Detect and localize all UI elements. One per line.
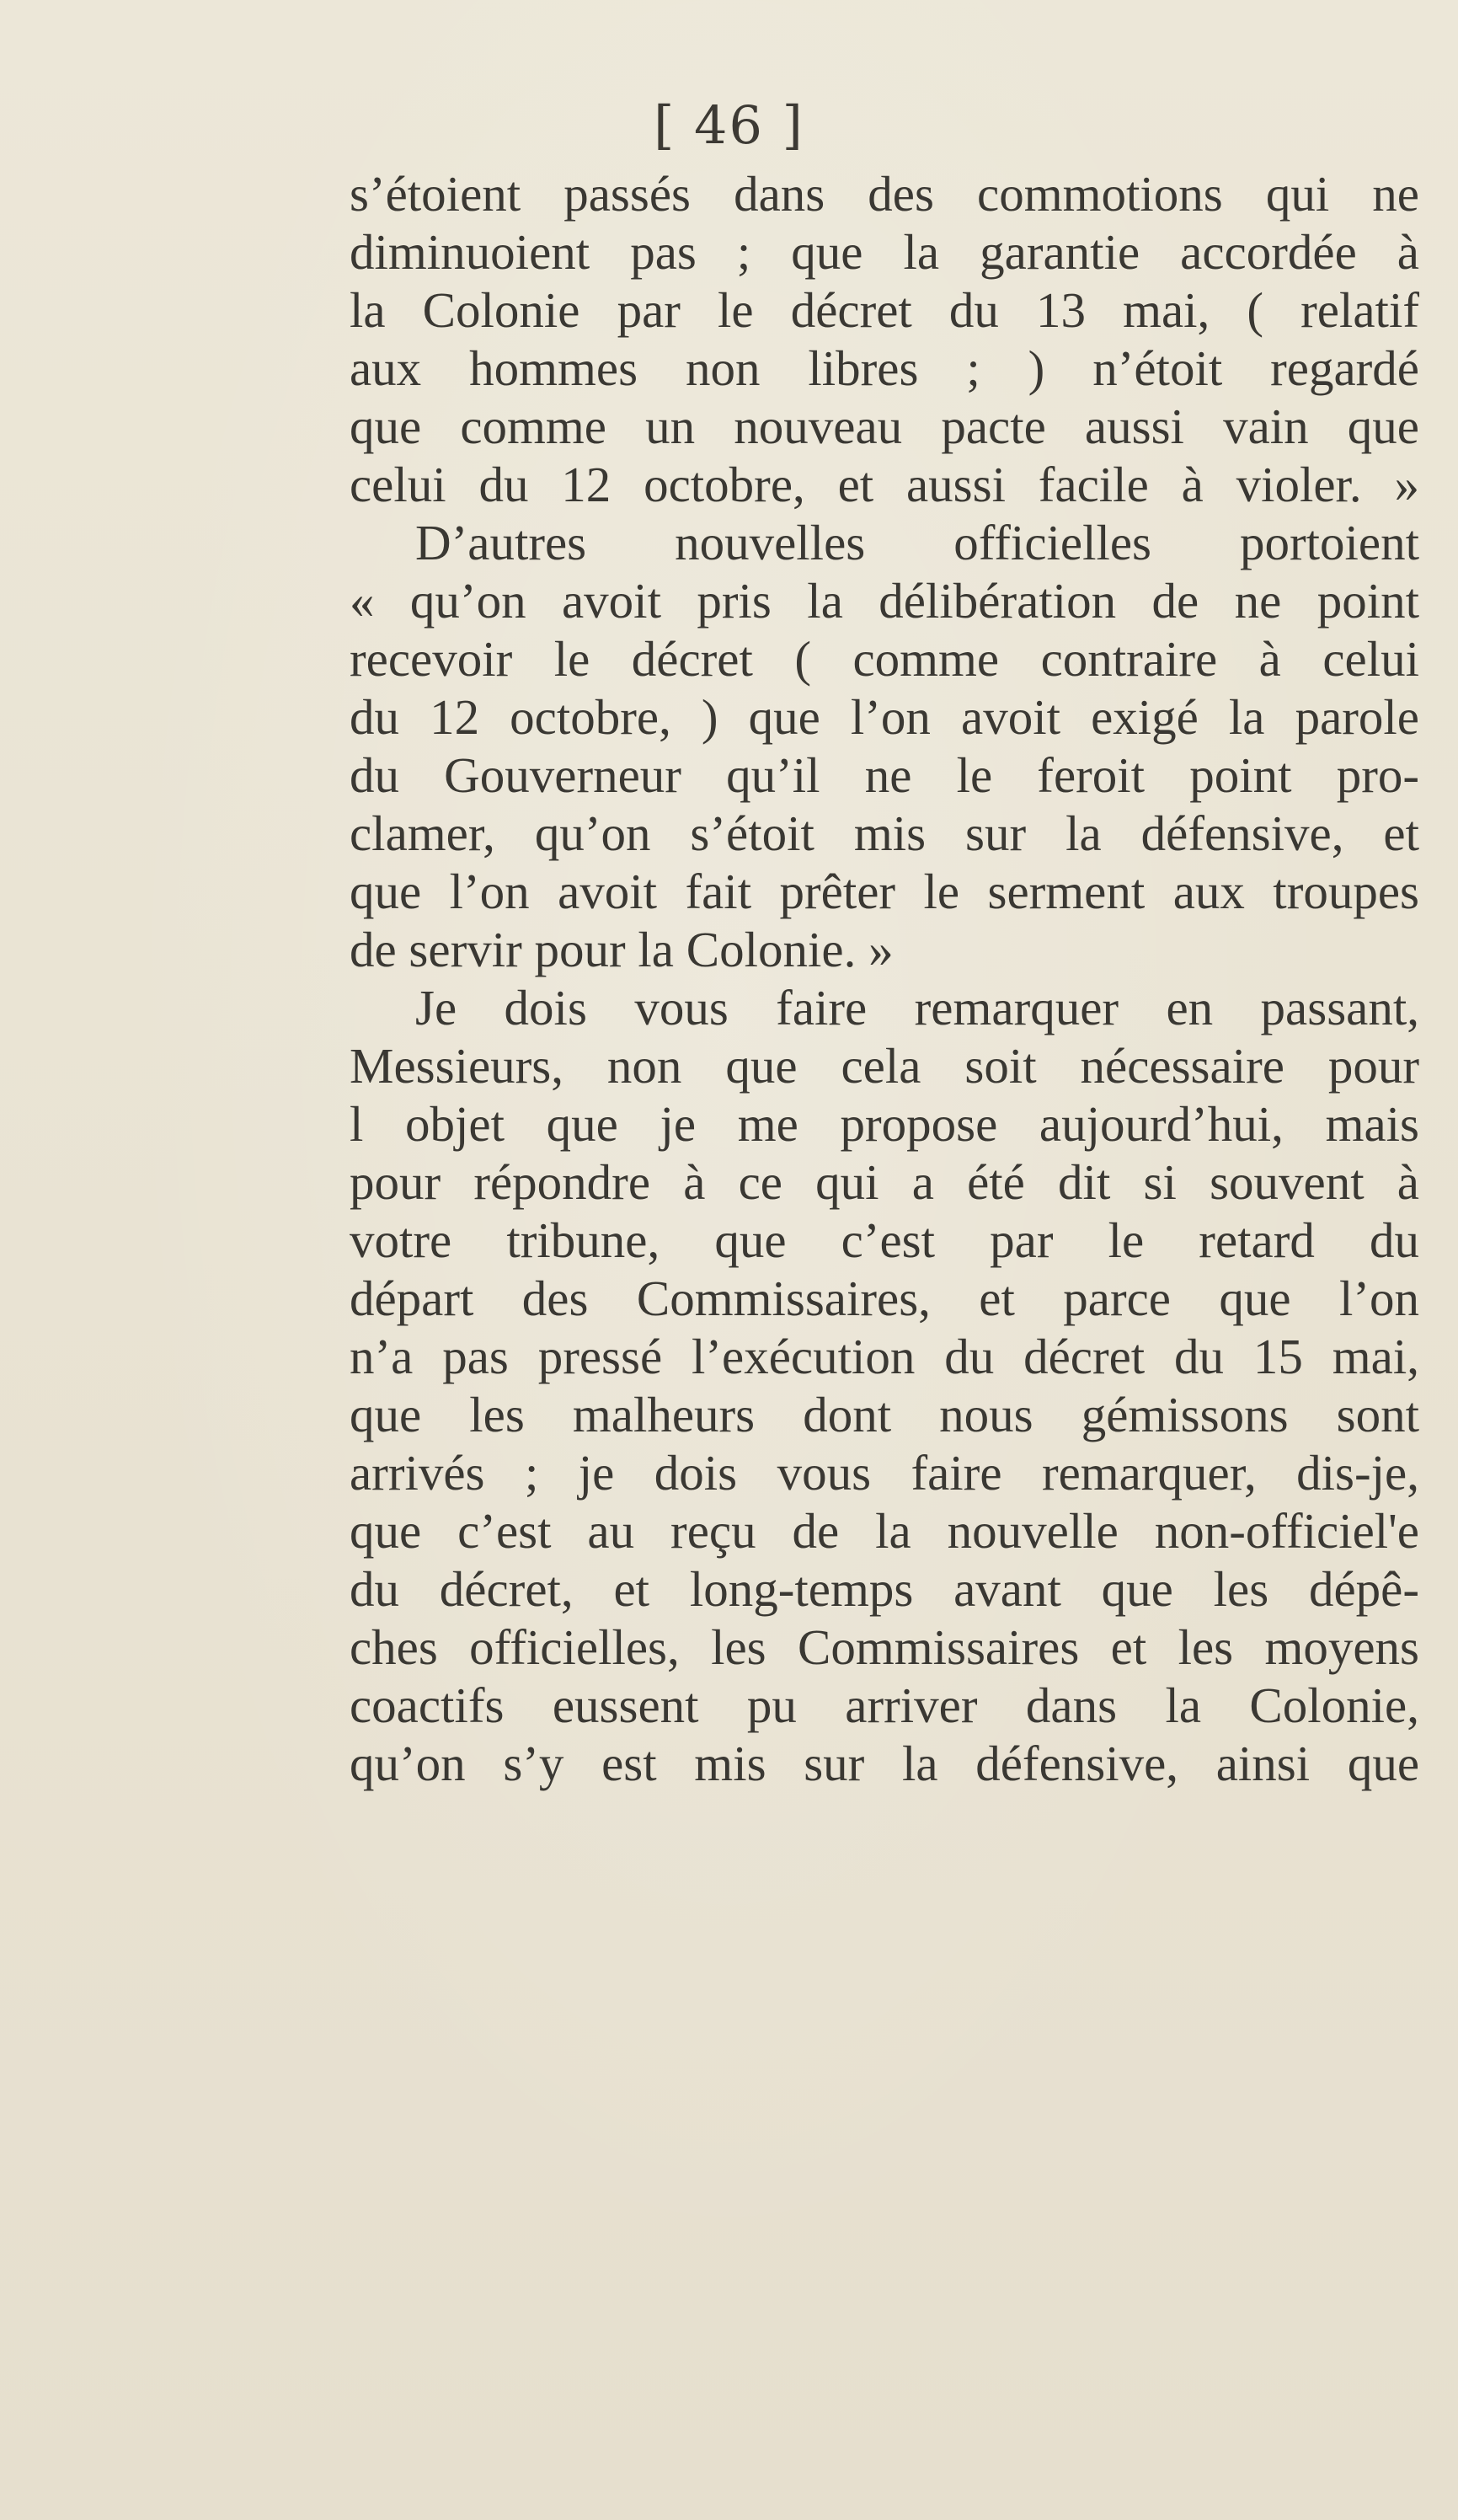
text-line: que les malheurs dont nous gémissons sont xyxy=(350,1387,1419,1442)
text-line: votre tribune, que c’est par le retard du xyxy=(350,1212,1419,1268)
text-line: pour répondre à ce qui a été dit si souvent à xyxy=(350,1154,1419,1210)
text-line: que comme un nouveau pacte aussi vain que xyxy=(350,399,1419,454)
text-line: D’autres nouvelles officielles portoient xyxy=(415,515,1419,570)
text-line: Messieurs, non que cela soit nécessaire pour xyxy=(350,1038,1419,1094)
text-line: « qu’on avoit pris la délibération de ne point xyxy=(350,573,1419,629)
text-line: coactifs eussent pu arriver dans la Colonie, xyxy=(350,1677,1419,1733)
text-line: du décret, et long-temps avant que les dépê- xyxy=(350,1561,1419,1617)
text-line: la Colonie par le décret du 13 mai, ( relatif xyxy=(350,282,1419,338)
text-line: n’a pas pressé l’exécution du décret du 15 mai, xyxy=(350,1329,1419,1384)
text-line: recevoir le décret ( comme contraire à celui xyxy=(350,631,1419,687)
text-line: du Gouverneur qu’il ne le feroit point pro- xyxy=(350,747,1419,803)
text-line: s’étoient passés dans des commotions qui ne xyxy=(350,166,1419,222)
text-line: départ des Commissaires, et parce que l’on xyxy=(350,1271,1419,1326)
text-line: clamer, qu’on s’étoit mis sur la défensive, et xyxy=(350,805,1419,861)
text-line: de servir pour la Colonie. » xyxy=(350,922,894,977)
text-line: diminuoient pas ; que la garantie accordée à xyxy=(350,224,1419,280)
text-line: aux hommes non libres ; ) n’étoit regardé xyxy=(350,340,1419,396)
text-line: du 12 octobre, ) que l’on avoit exigé la parole xyxy=(350,689,1419,745)
text-line: qu’on s’y est mis sur la défensive, ainsi que xyxy=(350,1736,1419,1791)
page-number: [ 46 ] xyxy=(654,94,804,156)
body-text xyxy=(350,165,1419,1793)
text-line: celui du 12 octobre, et aussi facile à violer. » xyxy=(350,457,1419,512)
text-line: arrivés ; je dois vous faire remarquer, dis-je, xyxy=(350,1445,1419,1501)
text-line: l objet que je me propose aujourd’hui, mais xyxy=(350,1096,1419,1152)
text-line: ches officielles, les Commissaires et les moyens xyxy=(350,1619,1419,1675)
text-line: Je dois vous faire remarquer en passant, xyxy=(415,980,1419,1035)
text-line: que l’on avoit fait prêter le serment aux troupes xyxy=(350,864,1419,919)
text-line: que c’est au reçu de la nouvelle non-officiel'e xyxy=(350,1503,1419,1559)
